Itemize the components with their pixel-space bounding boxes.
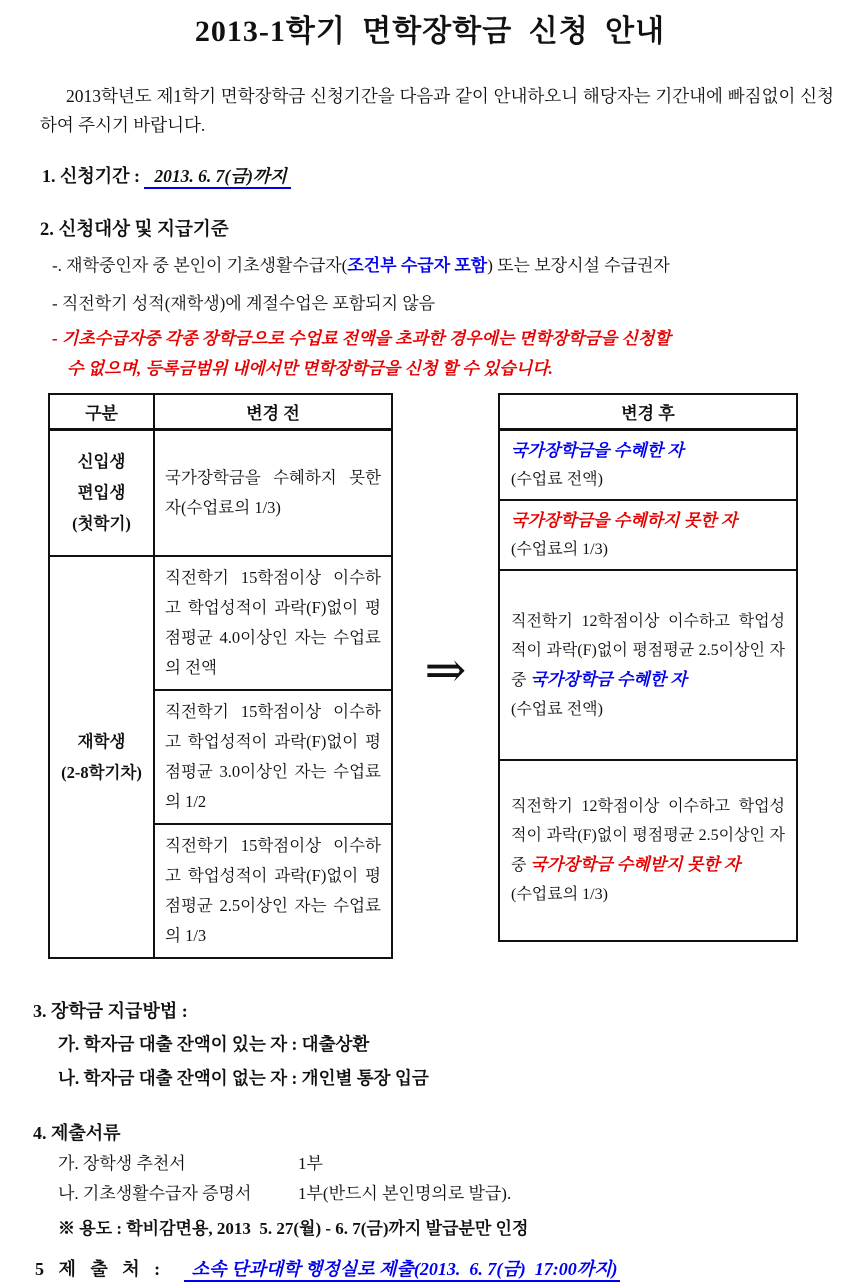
section5-submission [35,1255,860,1281]
after-row1-main: 국가장학금을 수혜한 자 [511,441,684,460]
section2-item3-warning [52,324,846,384]
category-line: (2-8학기차) [61,762,142,782]
after-table [498,393,798,942]
section4-usage-note: ※ 용도 : 학비감면용, 2013 5. 27(월) - 6. 7(금)까지 발급분만 인정 [58,1218,529,1238]
after-row4 [499,760,797,941]
before-after-comparison [48,393,860,959]
after-row4-pre: 직전학기 12학점이상 이수하고 학업성적이 과락(F)없이 평점평균 2.5이상인 자 중 [511,798,785,874]
table-row [499,500,797,570]
section3-item1: 가. 학자금 대출 잔액이 있는 자 : 대출상환 [58,1033,370,1054]
after-row2 [499,500,797,570]
before-table-header-category: 구분 [49,394,154,430]
after-row1 [499,430,797,501]
table-row [499,570,797,760]
intro-paragraph: 2013학년도 제1학기 면학장학금 신청기간을 다음과 같이 안내하오니 해당자는 기간내에 빠짐없이 신청하여 주시기 바랍니다. [40,86,834,135]
before-row2-category [49,556,154,958]
before-table-header-row [49,394,392,430]
table-row [499,430,797,501]
section1-label: 1. 신청기간 : [42,166,141,186]
section4-item2 [58,1183,860,1205]
section1-application-period [42,162,860,188]
arrow-container [393,393,498,959]
section2-heading: 2. 신청대상 및 지급기준 [40,220,229,240]
after-row4-highlight: 국가장학금 수혜받지 못한 자 [530,855,741,874]
section2-item3-line1: - 기초수급자중 각종 장학금으로 수업료 전액을 초과한 경우에는 면학장학금을 신청할 [52,329,671,348]
section2-item1-post: ) 또는 보장시설 수급권자 [487,256,670,275]
table-row [499,760,797,941]
after-row2-main: 국가장학금을 수혜하지 못한 자 [511,511,738,530]
section1-deadline-value: 2013. 6. 7(금)까지 [144,166,290,189]
after-table-header-row [499,394,797,430]
section4-item2-label: 나. 기초생활수급자 증명서 [58,1183,252,1203]
category-line: 신입생 [77,452,126,472]
before-row1-text: 국가장학금을 수혜하지 못한 자(수업료의 1/3) [154,430,392,556]
section4-item2-value: 1부(반드시 본인명의로 발급). [298,1183,512,1203]
table-row [49,430,392,556]
after-row2-sub: (수업료의 1/3) [511,541,608,558]
section3-item2: 나. 학자금 대출 잔액이 없는 자 : 개인별 통장 입금 [58,1067,429,1088]
before-row2-cell1: 직전학기 15학점이상 이수하고 학업성적이 과락(F)없이 평점평균 4.0이상인 자는 수업료의 전액 [154,556,392,690]
section5-label: 5 제 출 처 : [35,1258,166,1279]
after-row3 [499,570,797,760]
after-row1-sub: (수업료 전액) [511,471,603,488]
after-row3-highlight: 국가장학금 수혜한 자 [530,669,687,689]
page-title: 2013-1학기 면학장학금 신청 안내 [194,15,666,48]
section4-item1-value: 1부 [298,1153,323,1173]
table-row [49,556,392,690]
double-right-arrow-icon: ⇒ [424,641,467,698]
after-row3-text [511,607,785,695]
section2-item1 [52,251,840,280]
after-row3-pre: 직전학기 12학점이상 이수하고 학업성적이 과락(F)없이 평점평균 2.5이상인 자 중 [511,612,785,689]
section2-item1-highlight: 조건부 수급자 포함 [347,256,488,275]
category-line: 편입생 [77,483,126,503]
section4-item1 [58,1153,860,1175]
after-row3-sub: (수업료 전액) [511,700,603,718]
section2-item1-pre: -. 재학중인자 중 본인이 기초생활수급자( [52,256,348,275]
before-row2-cell2: 직전학기 15학점이상 이수하고 학업성적이 과락(F)없이 평점평균 3.0이상인 자는 수업료의 1/2 [154,690,392,824]
before-table [48,393,393,959]
after-row4-sub: (수업료의 1/3) [511,886,608,903]
section2-item2: - 직전학기 성적(재학생)에 계절수업은 포함되지 않음 [52,294,436,313]
section5-submission-value: 소속 단과대학 행정실로 제출(2013. 6. 7(금) 17:00까지) [184,1259,621,1282]
before-row2-cell3: 직전학기 15학점이상 이수하고 학업성적이 과락(F)없이 평점평균 2.5이상인 자는 수업료의 1/3 [154,824,392,958]
section2-item3-line2: 수 없으며, 등록금범위 내에서만 면학장학금을 신청 할 수 있습니다. [67,359,553,378]
category-line: 재학생 [77,731,126,751]
after-row4-text [511,792,785,880]
after-table-header: 변경 후 [499,394,797,430]
category-line: (첫학기) [72,514,131,534]
section3-heading: 3. 장학금 지급방법 : [33,1000,188,1021]
before-table-header-before: 변경 전 [154,394,392,430]
section4-heading: 4. 제출서류 [33,1122,121,1143]
before-row1-category [49,430,154,556]
section4-item1-label: 가. 장학생 추천서 [58,1153,186,1173]
